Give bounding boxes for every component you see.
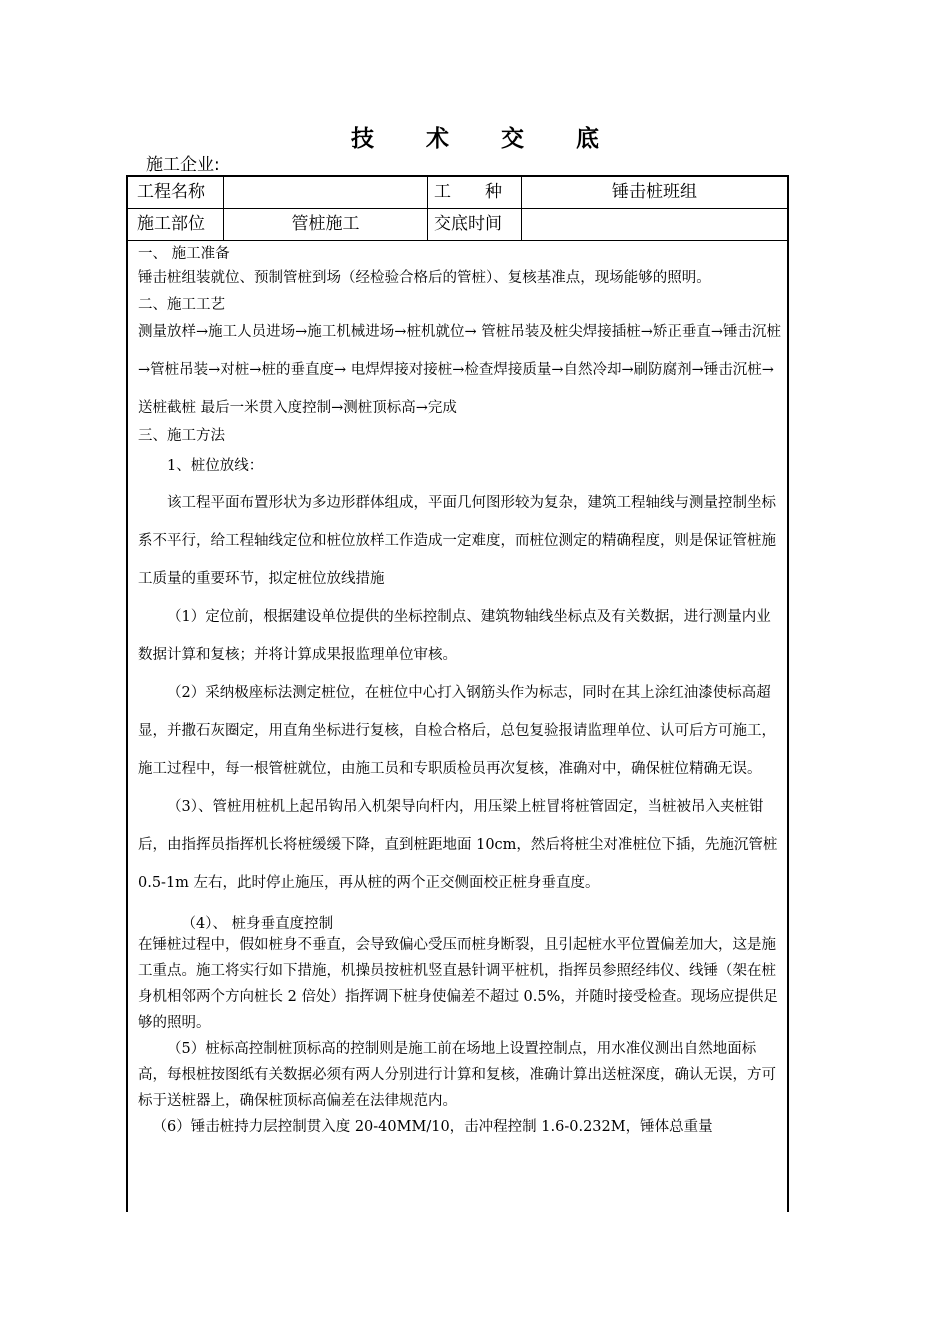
paragraph-6: （6）锤击桩持力层控制贯入度 20-40MM/10，击冲程控制 1.6-0.232M，锤体总重量: [152, 1118, 713, 1135]
subsection-1-intro: 该工程平面布置形状为多边形群体组成，平面几何图形较为复杂，建筑工程轴线与测量控制坐标系不平行，给工程轴线定位和桩位放样工作造成一定难度，而桩位测定的精确程度，则是保证管桩施工质量的重要环节，拟定桩位放线措施: [138, 494, 776, 587]
section-2-body: 测量放样→施工人员进场→施工机械进场→桩机就位→ 管桩吊装及桩尖焊接插桩→矫正垂直→锤击沉桩→管桩吊装→对桩→桩的垂直度→ 电焊焊接对接桩→检查焊接质量→自然冷却→刷防腐剂→锤击沉桩→ 送桩截桩 最后一米贯入度控制→测桩顶标高→完成: [138, 323, 782, 416]
document-table: [126, 175, 789, 1212]
project-name-label: 工程名称: [128, 177, 224, 208]
paragraph-1: （1）定位前，根据建设单位提供的坐标控制点、建筑物轴线坐标点及有关数据，进行测量内业数据计算和复核；并将计算成果报监理单位审核。: [138, 608, 771, 663]
subsection-1-title: 1、桩位放线：: [167, 457, 264, 474]
project-name-value: [224, 177, 428, 208]
paragraph-4-body: 在锤桩过程中，假如桩身不垂直，会导致偏心受压而桩身断裂，且引起桩水平位置偏差加大，这是施工重点。施工将实行如下措施，机操员按桩机竖直悬针调平桩机，指挥员参照经纬仪、线锤（架在桩身机相邻两个方向桩长 2 倍处）指挥调下桩身使偏差不超过 0.5%，并随时接受检查。现场应提供足够的照明。: [138, 936, 778, 1031]
trade-label: 工 种: [428, 177, 522, 208]
company-label: 施工企业:: [146, 155, 220, 175]
location-label: 施工部位: [128, 209, 224, 240]
paragraph-2: （2）采纳极座标法测定桩位，在桩位中心打入钢筋头作为标志，同时在其上涂红油漆使标高超显，并撒石灰圈定，用直角坐标进行复核，自检合格后，总包复验报请监理单位、认可后方可施工，施工过程中，每一根管桩就位，由施工员和专职质检员再次复核，准确对中，确保桩位精确无误。: [138, 684, 776, 777]
header-row-1: [128, 177, 787, 209]
header-row-2: [128, 209, 787, 241]
section-1-title: 一、 施工准备: [138, 246, 230, 262]
paragraph-4-title: （4）、 桩身垂直度控制: [181, 915, 334, 932]
time-value: [522, 209, 787, 240]
paragraph-5: （5）桩标高控制桩顶标高的控制则是施工前在场地上设置控制点，用水准仪测出自然地面标高，每根桩按图纸有关数据必须有两人分别进行计算和复核，准确计算出送桩深度，确认无误，方可标于送桩器上，确保桩顶标高偏差在法律规范内。: [138, 1040, 776, 1109]
section-2-title: 二、施工工艺: [138, 296, 225, 313]
page-title: 技 术 交 底: [350, 126, 622, 152]
trade-value: 锤击桩班组: [612, 182, 697, 202]
paragraph-3: （3）、管桩用桩机上起吊钩吊入机架导向杆内，用压梁上桩冒将桩管固定，当桩被吊入夹桩钳后，由指挥员指挥机长将桩缓缓下降，直到桩距地面 10cm，然后将桩尘对准桩位下插，先施沉管桩 0.5-1m 左右，此时停止施压，再从桩的两个正交侧面校正桩身垂直度。: [138, 798, 778, 891]
content-area: [138, 243, 783, 1140]
section-1-body: 锤击桩组装就位、预制管桩到场（经检验合格后的管桩）、复核基准点，现场能够的照明。: [138, 270, 711, 286]
location-value: 管桩施工: [224, 209, 428, 240]
section-3-title: 三、施工方法: [138, 427, 225, 444]
time-label: 交底时间: [428, 209, 522, 240]
